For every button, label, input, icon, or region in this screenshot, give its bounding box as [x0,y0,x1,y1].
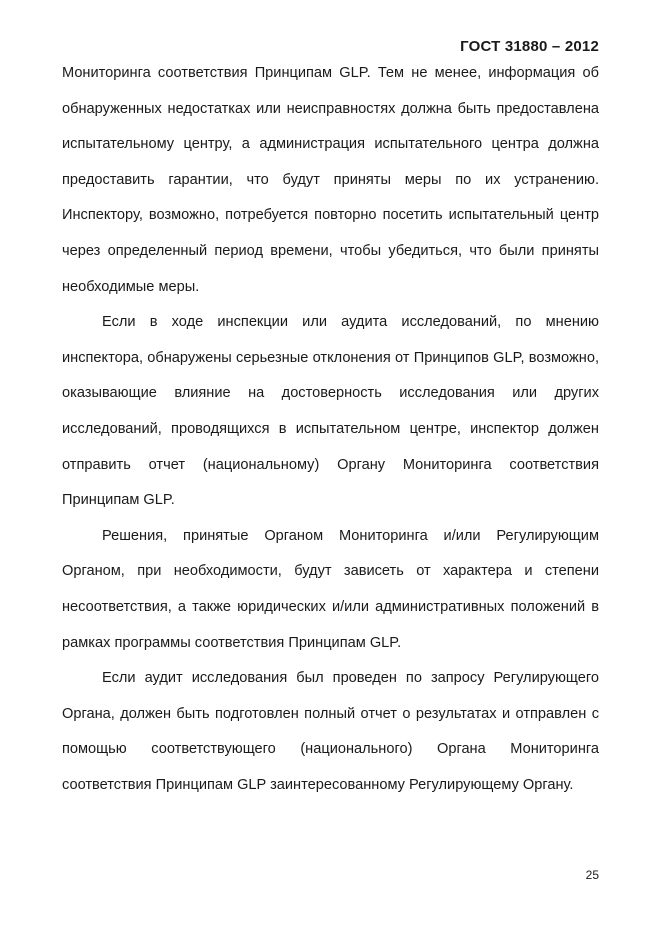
document-body [62,56,599,803]
page-number: 25 [585,868,599,882]
paragraph-1: Мониторинга соответствия Принципам GLP. Тем не менее, информация об обнаруженных недостатках или неисправностях должна быть предоставлена испытательному центру, а администрация испытательного центра должна предоставить гарантии, что будут приняты меры по их устранению. Инспектору, возможно, потребуется повторно посетить испытательный центр через определенный период времени, чтобы убедиться, что были приняты необходимые меры. [62,65,599,295]
document-code: ГОСТ 31880 – 2012 [460,38,599,55]
paragraph-2: Если в ходе инспекции или аудита исследований, по мнению инспектора, обнаружены серьезные отклонения от Принципов GLP, возможно, оказывающие влияние на достоверность исследования или других исследований, проводящихся в испытательном центре, инспектор должен отправить отчет (национальному) Органу Мониторинга соответствия Принципам GLP. [62,314,599,509]
paragraph-3: Решения, принятые Органом Мониторинга и/или Регулирующим Органом, при необходимости, будут зависеть от характера и степени несоответствия, а также юридических и/или административных положений в рамках программы соответствия Принципам GLP. [62,527,599,651]
paragraph-4: Если аудит исследования был проведен по запросу Регулирующего Органа, должен быть подготовлен полный отчет о результатах и отправлен с помощью соответствующего (национального) Органа Мониторинга соответствия Принципам GLP заинтересованному Регулирующему Органу. [62,670,599,793]
